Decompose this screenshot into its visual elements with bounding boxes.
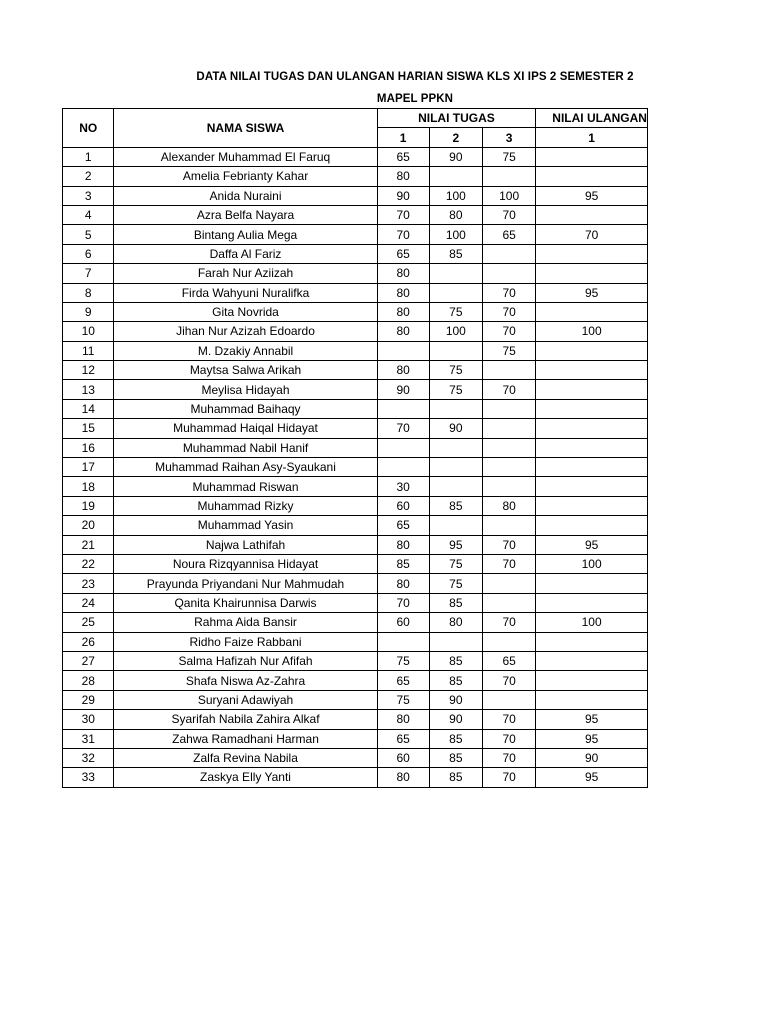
tugas-3-score: 70 [482, 554, 535, 573]
header-nilai-tugas: NILAI TUGAS [377, 109, 536, 128]
tugas-2-score: 85 [429, 748, 482, 767]
tugas-3-score: 65 [482, 225, 535, 244]
tugas-3-score [482, 477, 535, 496]
tugas-3-score: 70 [482, 710, 535, 729]
row-number: 19 [63, 496, 114, 515]
tugas-2-score [429, 341, 482, 360]
tugas-3-score [482, 264, 535, 283]
ulangan-1-score [536, 147, 648, 166]
tugas-2-score: 75 [429, 302, 482, 321]
tugas-2-score: 85 [429, 768, 482, 787]
tugas-1-score: 60 [377, 748, 429, 767]
tugas-1-score: 60 [377, 496, 429, 515]
tugas-1-score: 65 [377, 729, 429, 748]
table-row [63, 264, 648, 283]
subheader-tugas-2: 2 [429, 128, 482, 147]
table-row [63, 768, 648, 787]
student-name: Jihan Nur Azizah Edoardo [114, 322, 377, 341]
tugas-2-score: 80 [429, 205, 482, 224]
tugas-3-score: 70 [482, 302, 535, 321]
ulangan-1-score [536, 477, 648, 496]
tugas-1-score: 80 [377, 710, 429, 729]
tugas-2-score: 100 [429, 225, 482, 244]
student-name: Prayunda Priyandani Nur Mahmudah [114, 574, 377, 593]
row-number: 1 [63, 147, 114, 166]
tugas-3-score [482, 516, 535, 535]
row-number: 14 [63, 399, 114, 418]
header-nama-siswa: NAMA SISWA [114, 109, 377, 148]
ulangan-1-score: 95 [536, 186, 648, 205]
subheader-tugas-3: 3 [482, 128, 535, 147]
tugas-1-score: 90 [377, 186, 429, 205]
student-name: Muhammad Rizky [114, 496, 377, 515]
row-number: 20 [63, 516, 114, 535]
tugas-3-score [482, 399, 535, 418]
table-row [63, 671, 648, 690]
table-row [63, 283, 648, 302]
ulangan-1-score: 95 [536, 768, 648, 787]
tugas-1-score [377, 632, 429, 651]
student-name: Muhammad Yasin [114, 516, 377, 535]
student-name: Bintang Aulia Mega [114, 225, 377, 244]
subheader-tugas-1: 1 [377, 128, 429, 147]
student-name: Muhammad Baihaqy [114, 399, 377, 418]
row-number: 11 [63, 341, 114, 360]
tugas-2-score: 85 [429, 651, 482, 670]
tugas-3-score: 80 [482, 496, 535, 515]
table-row [63, 186, 648, 205]
tugas-3-score: 75 [482, 147, 535, 166]
student-name: Syarifah Nabila Zahira Alkaf [114, 710, 377, 729]
student-name: Rahma Aida Bansir [114, 613, 377, 632]
tugas-2-score: 90 [429, 690, 482, 709]
student-name: Amelia Febrianty Kahar [114, 167, 377, 186]
tugas-2-score [429, 283, 482, 302]
tugas-1-score [377, 399, 429, 418]
table-row [63, 690, 648, 709]
tugas-3-score: 70 [482, 671, 535, 690]
ulangan-1-score [536, 651, 648, 670]
student-name: Firda Wahyuni Nuralifka [114, 283, 377, 302]
tugas-2-score [429, 632, 482, 651]
tugas-2-score: 95 [429, 535, 482, 554]
tugas-1-score: 65 [377, 516, 429, 535]
tugas-1-score: 80 [377, 322, 429, 341]
header-no: NO [63, 109, 114, 148]
student-name: M. Dzakiy Annabil [114, 341, 377, 360]
tugas-3-score [482, 593, 535, 612]
tugas-1-score: 90 [377, 380, 429, 399]
table-row [63, 380, 648, 399]
tugas-1-score: 65 [377, 147, 429, 166]
tugas-2-score: 85 [429, 593, 482, 612]
tugas-3-score [482, 632, 535, 651]
tugas-1-score: 65 [377, 244, 429, 263]
student-name: Muhammad Raihan Asy-Syaukani [114, 458, 377, 477]
row-number: 27 [63, 651, 114, 670]
row-number: 24 [63, 593, 114, 612]
tugas-1-score: 80 [377, 167, 429, 186]
tugas-1-score: 70 [377, 419, 429, 438]
tugas-1-score: 70 [377, 225, 429, 244]
student-name: Zahwa Ramadhani Harman [114, 729, 377, 748]
table-row [63, 748, 648, 767]
student-name: Ridho Faize Rabbani [114, 632, 377, 651]
student-name: Zaskya Elly Yanti [114, 768, 377, 787]
tugas-3-score: 70 [482, 322, 535, 341]
ulangan-1-score: 95 [536, 283, 648, 302]
tugas-1-score [377, 458, 429, 477]
row-number: 12 [63, 361, 114, 380]
table-row [63, 613, 648, 632]
ulangan-1-score: 70 [536, 225, 648, 244]
tugas-1-score [377, 438, 429, 457]
tugas-3-score [482, 244, 535, 263]
student-name: Azra Belfa Nayara [114, 205, 377, 224]
tugas-3-score: 70 [482, 613, 535, 632]
ulangan-1-score [536, 516, 648, 535]
table-row [63, 361, 648, 380]
row-number: 21 [63, 535, 114, 554]
tugas-3-score: 75 [482, 341, 535, 360]
tugas-1-score: 80 [377, 302, 429, 321]
table-row [63, 593, 648, 612]
ulangan-1-score [536, 361, 648, 380]
tugas-2-score: 75 [429, 574, 482, 593]
tugas-1-score: 65 [377, 671, 429, 690]
ulangan-1-score: 95 [536, 729, 648, 748]
tugas-3-score [482, 574, 535, 593]
row-number: 22 [63, 554, 114, 573]
ulangan-1-score [536, 380, 648, 399]
table-row [63, 225, 648, 244]
ulangan-1-score [536, 574, 648, 593]
tugas-3-score [482, 167, 535, 186]
tugas-3-score [482, 690, 535, 709]
tugas-2-score: 90 [429, 710, 482, 729]
tugas-1-score: 80 [377, 768, 429, 787]
student-name: Muhammad Nabil Hanif [114, 438, 377, 457]
tugas-1-score: 60 [377, 613, 429, 632]
student-name: Alexander Muhammad El Faruq [114, 147, 377, 166]
student-name: Shafa Niswa Az-Zahra [114, 671, 377, 690]
ulangan-1-score: 95 [536, 535, 648, 554]
student-name: Salma Hafizah Nur Afifah [114, 651, 377, 670]
tugas-3-score: 70 [482, 535, 535, 554]
tugas-3-score: 70 [482, 748, 535, 767]
table-row [63, 496, 648, 515]
tugas-2-score [429, 264, 482, 283]
row-number: 4 [63, 205, 114, 224]
row-number: 9 [63, 302, 114, 321]
table-row [63, 205, 648, 224]
row-number: 25 [63, 613, 114, 632]
tugas-3-score [482, 419, 535, 438]
table-row [63, 632, 648, 651]
grade-sheet [62, 108, 648, 789]
tugas-2-score: 85 [429, 496, 482, 515]
table-row [63, 729, 648, 748]
row-number: 5 [63, 225, 114, 244]
tugas-2-score: 80 [429, 613, 482, 632]
ulangan-1-score [536, 419, 648, 438]
tugas-3-score: 70 [482, 729, 535, 748]
table-row [63, 419, 648, 438]
ulangan-1-score [536, 399, 648, 418]
tugas-2-score: 75 [429, 361, 482, 380]
student-name: Qanita Khairunnisa Darwis [114, 593, 377, 612]
ulangan-1-score [536, 458, 648, 477]
ulangan-1-score: 100 [536, 613, 648, 632]
row-number: 3 [63, 186, 114, 205]
subheader-ulangan-1: 1 [536, 128, 648, 147]
ulangan-1-score [536, 496, 648, 515]
ulangan-1-score: 90 [536, 748, 648, 767]
tugas-2-score [429, 477, 482, 496]
tugas-2-score: 90 [429, 419, 482, 438]
document-subtitle: MAPEL PPKN [376, 93, 454, 105]
student-name: Meylisa Hidayah [114, 380, 377, 399]
table-row [63, 341, 648, 360]
ulangan-1-score [536, 632, 648, 651]
tugas-1-score: 70 [377, 205, 429, 224]
tugas-2-score: 85 [429, 671, 482, 690]
tugas-2-score: 100 [429, 186, 482, 205]
ulangan-1-score [536, 205, 648, 224]
table-row [63, 438, 648, 457]
tugas-1-score: 80 [377, 574, 429, 593]
table-row [63, 322, 648, 341]
student-name: Maytsa Salwa Arikah [114, 361, 377, 380]
grade-table [62, 108, 648, 788]
tugas-2-score [429, 399, 482, 418]
tugas-3-score: 100 [482, 186, 535, 205]
row-number: 16 [63, 438, 114, 457]
tugas-1-score: 80 [377, 535, 429, 554]
tugas-1-score: 80 [377, 264, 429, 283]
tugas-3-score: 65 [482, 651, 535, 670]
table-row [63, 147, 648, 166]
tugas-1-score: 70 [377, 593, 429, 612]
table-row [63, 574, 648, 593]
ulangan-1-score [536, 671, 648, 690]
student-name: Muhammad Haiqal Hidayat [114, 419, 377, 438]
row-number: 32 [63, 748, 114, 767]
row-number: 23 [63, 574, 114, 593]
table-row [63, 458, 648, 477]
row-number: 7 [63, 264, 114, 283]
ulangan-1-score: 100 [536, 322, 648, 341]
ulangan-1-score [536, 264, 648, 283]
ulangan-1-score [536, 690, 648, 709]
table-row [63, 477, 648, 496]
row-number: 17 [63, 458, 114, 477]
header-nilai-ulangan: NILAI ULANGAN [536, 109, 648, 128]
tugas-2-score: 75 [429, 554, 482, 573]
ulangan-1-score [536, 438, 648, 457]
tugas-3-score: 70 [482, 380, 535, 399]
table-body [63, 147, 648, 787]
row-number: 10 [63, 322, 114, 341]
row-number: 15 [63, 419, 114, 438]
tugas-2-score [429, 516, 482, 535]
tugas-1-score: 80 [377, 361, 429, 380]
student-name: Anida Nuraini [114, 186, 377, 205]
table-row [63, 651, 648, 670]
row-number: 6 [63, 244, 114, 263]
student-name: Suryani Adawiyah [114, 690, 377, 709]
ulangan-1-score: 95 [536, 710, 648, 729]
table-row [63, 554, 648, 573]
tugas-2-score: 90 [429, 147, 482, 166]
student-name: Muhammad Riswan [114, 477, 377, 496]
tugas-1-score: 85 [377, 554, 429, 573]
tugas-2-score: 85 [429, 729, 482, 748]
ulangan-1-score [536, 302, 648, 321]
row-number: 13 [63, 380, 114, 399]
tugas-3-score [482, 458, 535, 477]
student-name: Gita Novrida [114, 302, 377, 321]
table-row [63, 399, 648, 418]
tugas-3-score: 70 [482, 205, 535, 224]
row-number: 31 [63, 729, 114, 748]
student-name: Farah Nur Aziizah [114, 264, 377, 283]
tugas-2-score: 85 [429, 244, 482, 263]
tugas-1-score: 30 [377, 477, 429, 496]
document-title: DATA NILAI TUGAS DAN ULANGAN HARIAN SISWA KLS XI IPS 2 SEMESTER 2 [196, 71, 634, 83]
ulangan-1-score [536, 341, 648, 360]
student-name: Noura Rizqyannisa Hidayat [114, 554, 377, 573]
tugas-2-score [429, 458, 482, 477]
row-number: 26 [63, 632, 114, 651]
tugas-1-score: 80 [377, 283, 429, 302]
student-name: Najwa Lathifah [114, 535, 377, 554]
ulangan-1-score: 100 [536, 554, 648, 573]
table-row [63, 516, 648, 535]
ulangan-1-score [536, 167, 648, 186]
row-number: 18 [63, 477, 114, 496]
student-name: Daffa Al Fariz [114, 244, 377, 263]
tugas-2-score: 100 [429, 322, 482, 341]
row-number: 33 [63, 768, 114, 787]
row-number: 30 [63, 710, 114, 729]
tugas-1-score: 75 [377, 690, 429, 709]
tugas-2-score [429, 167, 482, 186]
ulangan-1-score [536, 593, 648, 612]
student-name: Zalfa Revina Nabila [114, 748, 377, 767]
row-number: 29 [63, 690, 114, 709]
table-row [63, 302, 648, 321]
tugas-2-score [429, 438, 482, 457]
row-number: 2 [63, 167, 114, 186]
table-row [63, 535, 648, 554]
table-row [63, 710, 648, 729]
tugas-3-score [482, 361, 535, 380]
row-number: 8 [63, 283, 114, 302]
table-row [63, 167, 648, 186]
row-number: 28 [63, 671, 114, 690]
tugas-1-score [377, 341, 429, 360]
tugas-3-score: 70 [482, 283, 535, 302]
tugas-3-score: 70 [482, 768, 535, 787]
tugas-3-score [482, 438, 535, 457]
tugas-2-score: 75 [429, 380, 482, 399]
table-row [63, 244, 648, 263]
tugas-1-score: 75 [377, 651, 429, 670]
ulangan-1-score [536, 244, 648, 263]
